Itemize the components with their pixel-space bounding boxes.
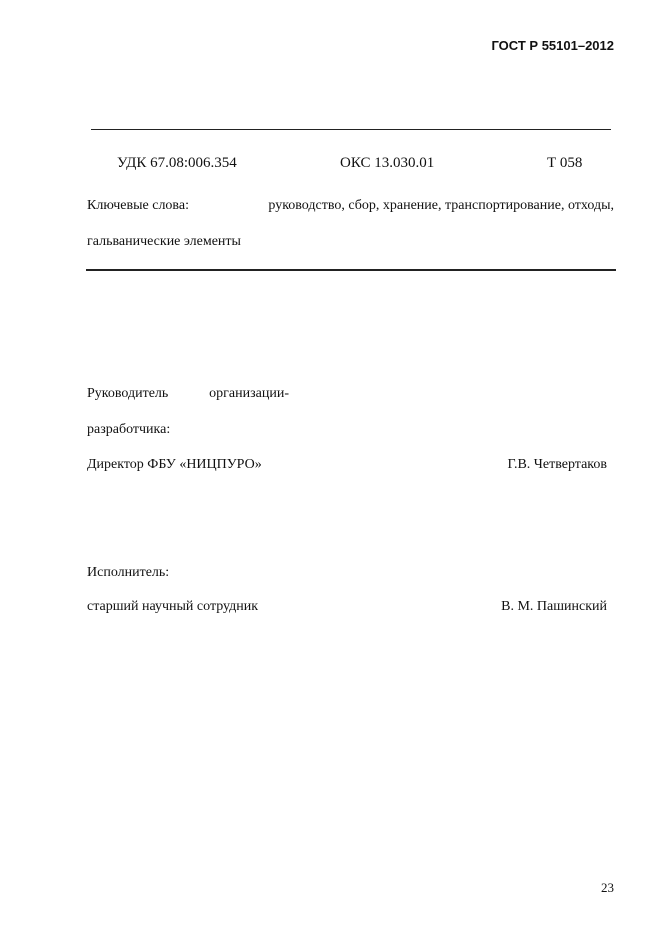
top-divider [91, 129, 611, 130]
developer-name: Г.В. Четвертаков [507, 457, 607, 472]
developer-role-word-1: Руководитель [87, 386, 169, 401]
oks-code: ОКС 13.030.01 [340, 155, 435, 171]
developer-position: Директор ФБУ «НИЦПУРО» [87, 457, 262, 472]
keywords-label: Ключевые слова: [87, 198, 189, 213]
developer-role-word-2: организации- [209, 386, 289, 401]
keywords-line-1 [87, 198, 614, 214]
executor-position: старший научный сотрудник [87, 599, 259, 614]
standard-code: ГОСТ Р 55101–2012 [491, 38, 614, 53]
developer-role-line-2: разработчика: [87, 422, 171, 437]
keywords-terms-2: гальванические элементы [87, 234, 241, 249]
executor-name: В. М. Пашинский [501, 599, 607, 614]
page-number: 23 [601, 880, 614, 895]
bottom-divider [86, 269, 616, 271]
developer-role-line-1 [87, 386, 289, 402]
udk-code: УДК 67.08:006.354 [117, 155, 237, 171]
keywords-terms-1: руководство, сбор, хранение, транспортирование, отходы, [268, 198, 614, 213]
executor-label: Исполнитель: [87, 565, 170, 580]
t-code: Т 058 [547, 155, 583, 171]
